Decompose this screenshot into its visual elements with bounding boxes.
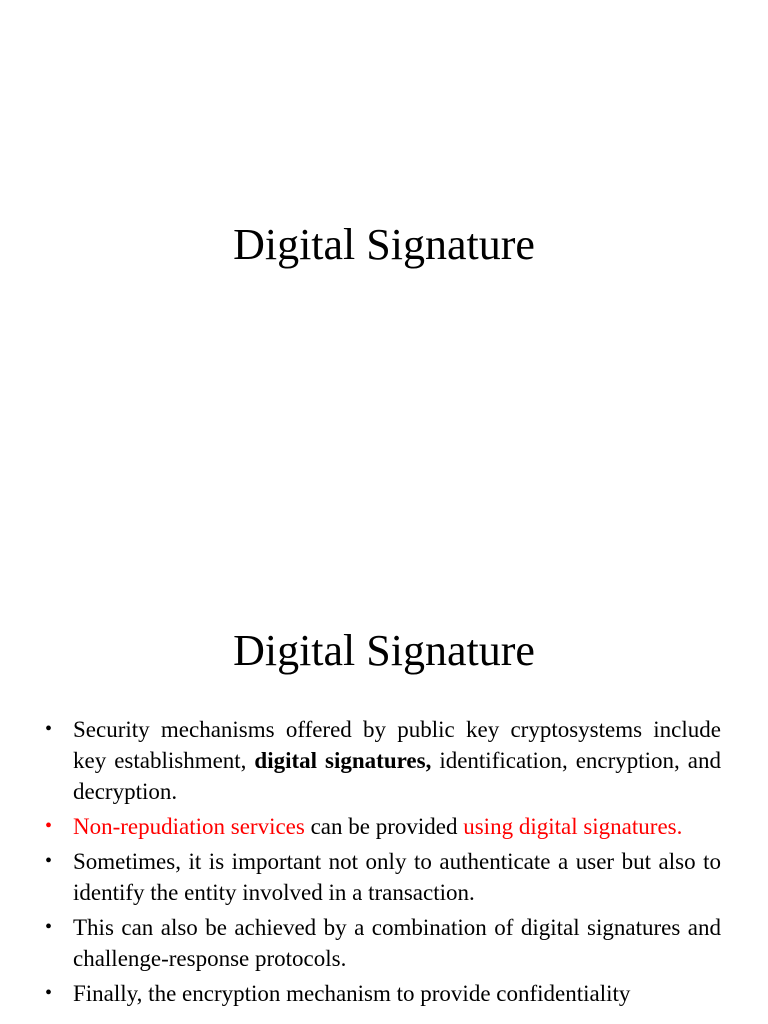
slide-heading: Digital Signature — [233, 626, 535, 675]
bullet-text: This can also be achieved by a combination of digital signatures and challenge-response protocols. — [73, 915, 721, 971]
bullet-list — [0, 714, 768, 1013]
slide-title: Digital Signature — [233, 220, 535, 269]
bullet-marker: • — [45, 982, 53, 1004]
bullet-item-security-mechanisms — [0, 714, 768, 807]
bullet-marker: • — [45, 850, 53, 872]
content-slide — [0, 576, 768, 1024]
bullet-marker: • — [45, 815, 53, 837]
highlighted-text: using digital signatures. — [463, 814, 683, 839]
highlighted-text: Non-repudiation services — [73, 814, 305, 839]
bullet-item-challenge-response — [0, 912, 768, 974]
bullet-item-non-repudiation — [0, 811, 768, 842]
bullet-text: Security mechanisms offered by public key cryptosystems include key establishment, — [73, 717, 721, 773]
bullet-marker: • — [45, 718, 53, 740]
bullet-text: Sometimes, it is important not only to authenticate a user but also to identify the entity involved in a transaction. — [73, 849, 721, 905]
bold-term: digital signatures, — [254, 748, 432, 773]
bullet-item-encryption — [0, 978, 768, 1009]
bullet-text: can be provided — [304, 814, 464, 839]
bullet-text: Finally, the encryption mechanism to provide confidentiality — [73, 981, 631, 1006]
bullet-marker: • — [45, 916, 53, 938]
bullet-item-identify-entity — [0, 846, 768, 908]
bullet-text: identification, encryption, and decryption. — [73, 748, 721, 804]
